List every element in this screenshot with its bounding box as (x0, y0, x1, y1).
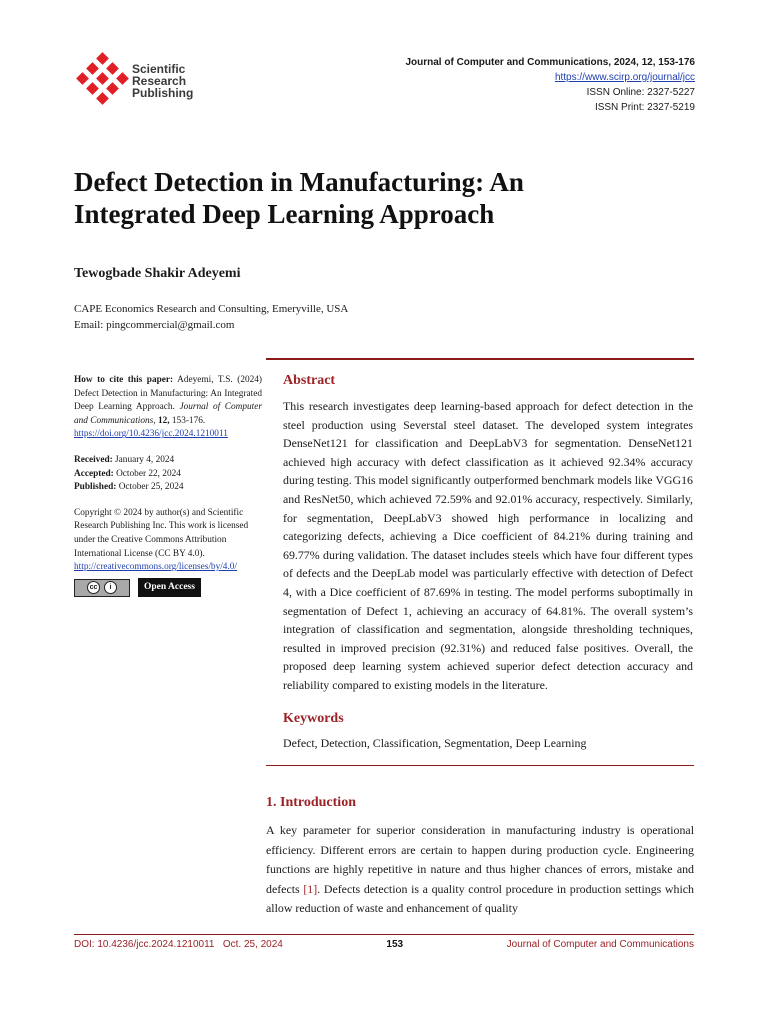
journal-url-link[interactable]: https://www.scirp.org/journal/jcc (554, 72, 695, 83)
intro-text-part-2: . Defects detection is a quality control procedure in production settings which allow reduction of waste and enhancement of quality (266, 881, 694, 915)
accepted-label: Accepted: (74, 468, 114, 479)
footer-doi: DOI: 10.4236/jcc.2024.1210011 (74, 939, 215, 950)
author-email: Email: pingcommercial@gmail.com (74, 319, 235, 331)
keywords-bottom-rule (266, 765, 694, 766)
license-block (74, 507, 262, 575)
article-info-sidebar (74, 374, 262, 597)
open-access-badge: Open Access (138, 578, 201, 598)
reference-link[interactable]: [1] (303, 881, 318, 896)
license-text: This work is licensed under the Creative Commons Attribution International License (CC BY 4.0). (74, 521, 249, 559)
cite-volume: 12, (157, 415, 170, 426)
footer-date: Oct. 25, 2024 (222, 939, 283, 950)
attribution-icon: i (104, 581, 117, 594)
journal-header (405, 55, 695, 115)
received-date: January 4, 2024 (115, 454, 175, 465)
received-label: Received: (74, 454, 113, 465)
published-label: Published: (74, 482, 117, 493)
issn-online: ISSN Online: 2327-5227 (586, 87, 695, 98)
affiliation: CAPE Economics Research and Consulting, Emeryville, USA (74, 303, 349, 315)
page-number: 153 (386, 939, 404, 950)
cite-label: How to cite this paper: (74, 375, 174, 385)
footer-journal: Journal of Computer and Communications (506, 939, 694, 950)
affiliation-block (74, 301, 348, 333)
copyright-text: Copyright © 2024 by author(s) and Scientific Research Publishing Inc. (74, 507, 244, 532)
footer-doi-date (74, 939, 283, 950)
keywords-text: Defect, Detection, Classification, Segmentation, Deep Learning (283, 736, 587, 750)
dates-block (74, 454, 262, 495)
abstract-top-rule (266, 358, 694, 360)
publisher-line-1: Scientific (132, 62, 186, 76)
footer-rule (74, 934, 694, 935)
cite-doi-link[interactable]: https://doi.org/10.4236/jcc.2024.1210011 (74, 429, 228, 440)
cc-by-badge[interactable] (74, 579, 130, 597)
journal-name: Journal of Computer and Communications, 2024, 12, 153-176 (405, 57, 695, 68)
publisher-line-3: Publishing (132, 86, 194, 100)
paper-title: Defect Detection in Manufacturing: An Integrated Deep Learning Approach (74, 167, 524, 229)
issn-print: ISSN Print: 2327-5219 (594, 102, 695, 113)
accepted-date: October 22, 2024 (116, 468, 181, 479)
introduction-heading: 1. Introduction (266, 795, 356, 810)
license-link[interactable]: http://creativecommons.org/licenses/by/4.0/ (74, 562, 238, 573)
abstract-heading: Abstract (283, 373, 336, 388)
published-date: October 25, 2024 (118, 482, 184, 493)
citation-block (74, 374, 262, 442)
author-name: Tewogbade Shakir Adeyemi (74, 266, 241, 281)
publisher-name (132, 63, 193, 99)
cite-pages: 153-176. (171, 415, 206, 426)
publisher-line-2: Research (132, 74, 187, 88)
cc-icon: cc (87, 581, 100, 594)
cite-text: Adeyemi, T.S. (2024) Defect Detection in Manufacturing: An Integrated Deep Learning Approach. (74, 375, 263, 413)
badges (74, 578, 262, 598)
abstract-text: This research investigates deep learning-based approach for defect detection in the steel production using Severstal steel dataset. The developed system integrates DenseNet121 for classification and DeepLabV3 for segmentation. DenseNet121 achieved high accuracy with defect classification as it achieved 92.34% accuracy during testing. This model significantly outperformed benchmark models like VGG16 and ResNet50, which achieved 72.59% and 92.01% accuracy, respectively. Similarly, for segmentation, DeepLabV3 showed high performance in localizing and categorizing defects, achieving a Dice coefficient of 84.21% during training and 69.77% during validation. The dataset includes steels which have four different types of defects and the DeepLab model was particularly effective with detection of Defect 4, with a Dice coefficient of 87.69% in testing. The model performs suboptimally in segmentation of Defect 1, achieving an accuracy of 64.81%. The overall system’s integration of classification and segmentation, alongside thresholding techniques, resulted in improved precision (92.31%) and reduced false positives. Overall, the proposed deep learning system achieved superior defect detection accuracy and reliability compared to existing models in the literature. (283, 399, 693, 692)
cite-journal: Journal of Computer and Communications, (74, 402, 262, 426)
intro-text-part-1: A key parameter for superior consideration in manufacturing industry is operational efficiency. Different errors are certain to happen during production cycle. Engineering functions are highly repetitive in nature and thus higher chances of errors, mistake and defects (266, 823, 694, 896)
introduction-text (266, 821, 694, 919)
page-footer (74, 939, 694, 950)
keywords-heading: Keywords (283, 711, 344, 726)
